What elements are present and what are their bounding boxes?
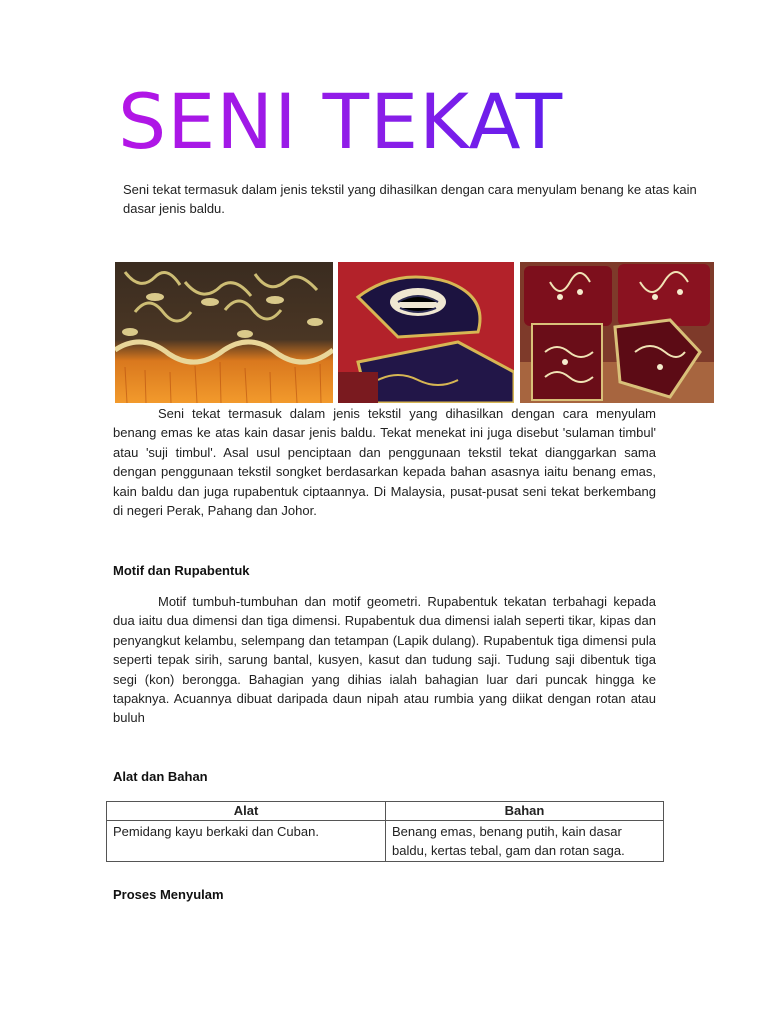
document-title: SENI TEKAT — [118, 80, 708, 164]
heading-process: Proses Menyulam — [113, 887, 224, 902]
photo-embroidered-border — [115, 262, 333, 403]
tools-materials-table — [106, 801, 664, 862]
photo-gallery — [115, 262, 715, 403]
photo-embroidered-cushions — [520, 262, 714, 403]
table-header-alat: Alat — [107, 802, 386, 821]
intro-text: Seni tekat termasuk dalam jenis tekstil yang dihasilkan dengan cara menyulam benang ke atas kain dasar jenis baldu. — [123, 182, 697, 216]
heading-tools: Alat dan Bahan — [113, 769, 208, 784]
paragraph-motif: Motif tumbuh-tumbuhan dan motif geometri. Rupabentuk tekatan terbahagi kepada dua iaitu dua dimensi dan tiga dimensi. Rupabentuk dua dimensi ialah seperti tikar, kipas dan penyangkut kelambu, selempang dan tetampan (Lapik dulang). Rupabentuk tiga dimensi pula seperti tepak sirih, sarung bantal, kusyen, kasut dan tudung saji. Tudung saji dibentuk tiga segi (kon) berongga. Bahagian yang dihias ialah bahagian luar dari puncak hingga ke tapaknya. Acuannya dibuat daripada daun nipah atau rumbia yang diikat dengan rotan atau buluh — [113, 594, 656, 726]
table-cell-bahan: Benang emas, benang putih, kain dasar baldu, kertas tebal, gam dan rotan saga. — [386, 821, 664, 862]
paragraph-description: Seni tekat termasuk dalam jenis tekstil yang dihasilkan dengan cara menyulam benang emas ke atas kain dasar jenis baldu. Tekat menekat ini juga disebut 'sulaman timbul' atau 'suji timbul'. Asal usul penciptaan dan penggunaan tekstil tekat dianggarkan sama dengan penggunaan tekstil songket berdasarkan kepada bahan asasnya iaitu benang emas, kain baldu dan juga rupabentuk ciptaannya. Di Malaysia, pusat-pusat seni tekat berkembang di negeri Perak, Pahang dan Johor. — [113, 406, 656, 519]
table-cell-alat: Pemidang kayu berkaki dan Cuban. — [107, 821, 386, 862]
table-header-bahan: Bahan — [386, 802, 664, 821]
photo-velvet-pieces — [338, 262, 514, 403]
table-row — [107, 821, 664, 862]
heading-motif: Motif dan Rupabentuk — [113, 563, 250, 578]
table-header-row — [107, 802, 664, 821]
